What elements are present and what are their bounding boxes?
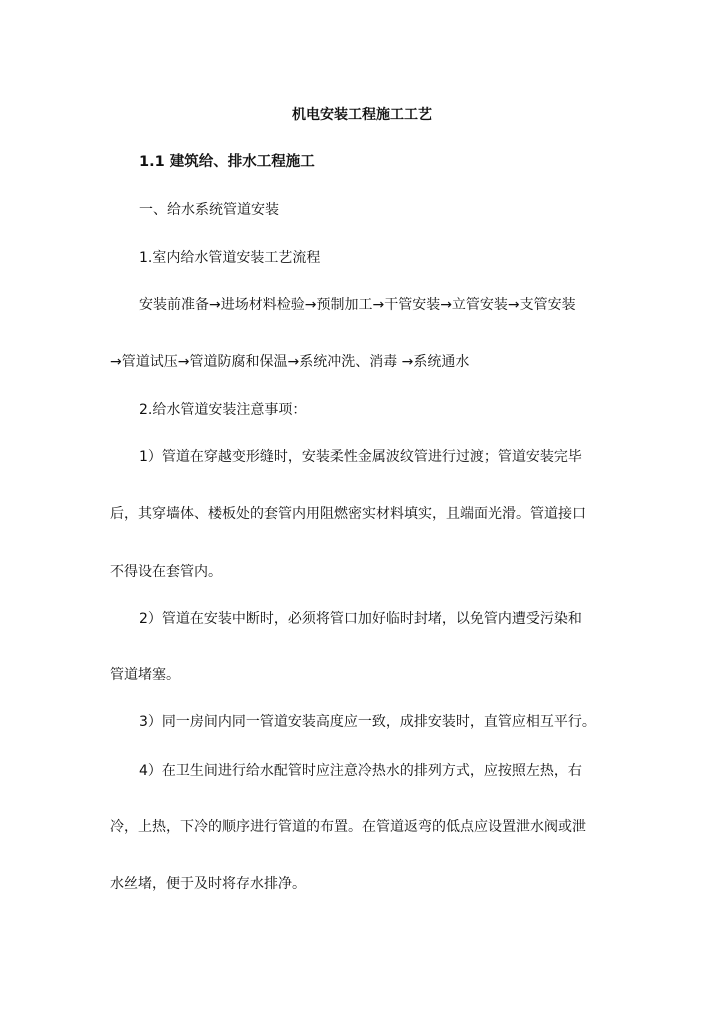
note-3-line-1: 3）同一房间内同一管道安装高度应一致，成排安装时，直管应相互平行。 [139,714,596,730]
note-4-line-3: 水丝堵，便于及时将存水排净。 [110,876,306,892]
subsection-heading: 一、给水系统管道安装 [139,202,279,218]
note-4-line-1: 4）在卫生间进行给水配管时应注意冷热水的排列方式，应按照左热，右 [139,763,582,779]
note-2-line-2: 管道堵塞。 [110,667,180,683]
item-2-heading: 2.给水管道安装注意事项： [139,402,307,418]
note-4-line-2: 冷，上热，下冷的顺序进行管道的布置。在管道返弯的低点应设置泄水阀或泄 [110,819,586,835]
note-1-line-2: 后，其穿墙体、楼板处的套管内用阻燃密实材料填实，且端面光滑。管道接口 [110,506,586,522]
flow-line-2: →管道试压→管道防腐和保温→系统冲洗、消毒 →系统通水 [110,354,470,370]
document-title: 机电安装工程施工工艺 [292,107,432,123]
note-1-line-3: 不得设在套管内。 [110,564,222,580]
section-heading: 1.1 建筑给、排水工程施工 [139,154,315,170]
note-2-line-1: 2）管道在安装中断时，必须将管口加好临时封堵，以免管内遭受污染和 [139,611,582,627]
item-1-heading: 1.室内给水管道安装工艺流程 [139,250,321,266]
note-1-line-1: 1）管道在穿越变形缝时，安装柔性金属波纹管进行过渡；管道安装完毕 [139,449,582,465]
flow-line-1: 安装前准备→进场材料检验→预制加工→干管安装→立管安装→支管安装 [139,297,576,313]
